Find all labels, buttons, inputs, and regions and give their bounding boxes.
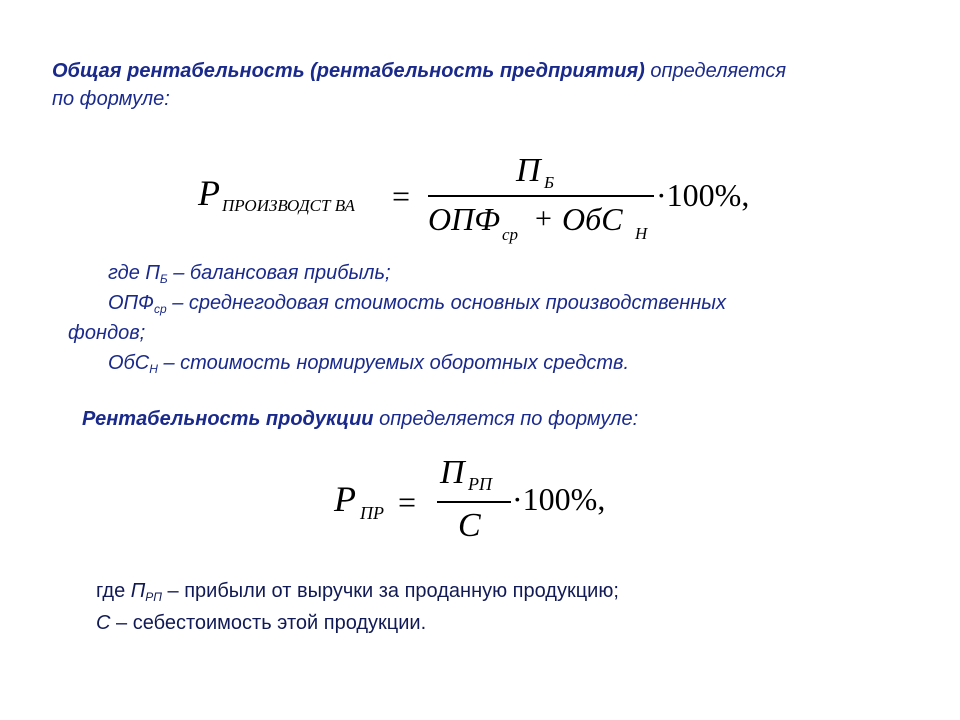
formula1-num-sub: Б <box>544 173 555 192</box>
legend1-where: где <box>108 262 146 284</box>
legend1-sub-opf: ср <box>153 302 167 316</box>
formula1-fraction-line <box>428 195 654 197</box>
formula1-den-sub2: Н <box>635 224 648 243</box>
legend1-var-pb: П <box>145 262 160 284</box>
formula2-num-var: П <box>440 454 465 491</box>
section2-heading <box>82 408 638 431</box>
formula1-lhs-var: P <box>198 173 220 213</box>
legend1-desc-pb: – балансовая прибыль; <box>167 262 391 284</box>
legend2-where: где <box>96 580 131 602</box>
legend1-line-1 <box>108 262 391 286</box>
formula2-num-sub: РП <box>468 474 492 494</box>
legend1-sub-pb: Б <box>159 272 168 286</box>
formula1-lhs-sub: ПРОИЗВОДСТ ВА <box>222 196 355 215</box>
intro-line-1 <box>52 60 786 83</box>
formula1-equals: = <box>392 178 411 214</box>
legend1-var-opf: ОПФ <box>108 292 154 314</box>
formula2-lhs-var: P <box>334 479 356 519</box>
legend1-desc-opf: – среднегодовая стоимость основных производственных <box>166 292 726 314</box>
formula1-den-sub1: ср <box>502 225 519 244</box>
legend1-sub-obs: Н <box>149 362 158 376</box>
intro-bold-text: Общая рентабельность (рентабельность предприятия) <box>52 60 645 82</box>
legend1-line-3: фондов; <box>68 322 146 344</box>
legend2-var-prp: П <box>130 580 146 602</box>
legend2-desc-prp: – прибыли от выручки за проданную продукцию; <box>161 580 619 602</box>
intro-line-2: по формуле: <box>52 88 170 110</box>
formula1-den-var1: ОПФ <box>428 201 500 237</box>
section2-rest-text: определяется по формуле: <box>373 408 639 430</box>
formula1-multiplier: ·100%, <box>656 177 750 213</box>
formula1-num-var: П <box>516 152 541 189</box>
legend1-var-obs: ОбС <box>108 352 150 374</box>
intro-rest-text: определяется <box>644 60 787 82</box>
legend1-line-2 <box>108 292 726 316</box>
formula2-lhs-sub: ПР <box>360 503 384 523</box>
legend1-desc-obs: – стоимость нормируемых оборотных средств. <box>157 352 630 374</box>
legend2-desc-c: – себестоимость этой продукции. <box>110 612 427 634</box>
formula2-equals: = <box>398 484 417 520</box>
formula1-den-plus: + <box>535 202 552 235</box>
legend2-line-1 <box>96 580 619 604</box>
formula2-den-var: С <box>458 507 481 544</box>
formula2-fraction-line <box>437 501 511 503</box>
legend1-line-4 <box>108 352 629 376</box>
legend2-var-c: С <box>96 612 111 634</box>
legend2-sub-prp: РП <box>145 590 162 604</box>
formula2-multiplier: ·100%, <box>512 481 606 517</box>
legend2-line-2 <box>96 612 426 635</box>
section2-bold-text: Рентабельность продукции <box>82 408 374 430</box>
formula1-den-var2: ОбС <box>562 201 623 237</box>
